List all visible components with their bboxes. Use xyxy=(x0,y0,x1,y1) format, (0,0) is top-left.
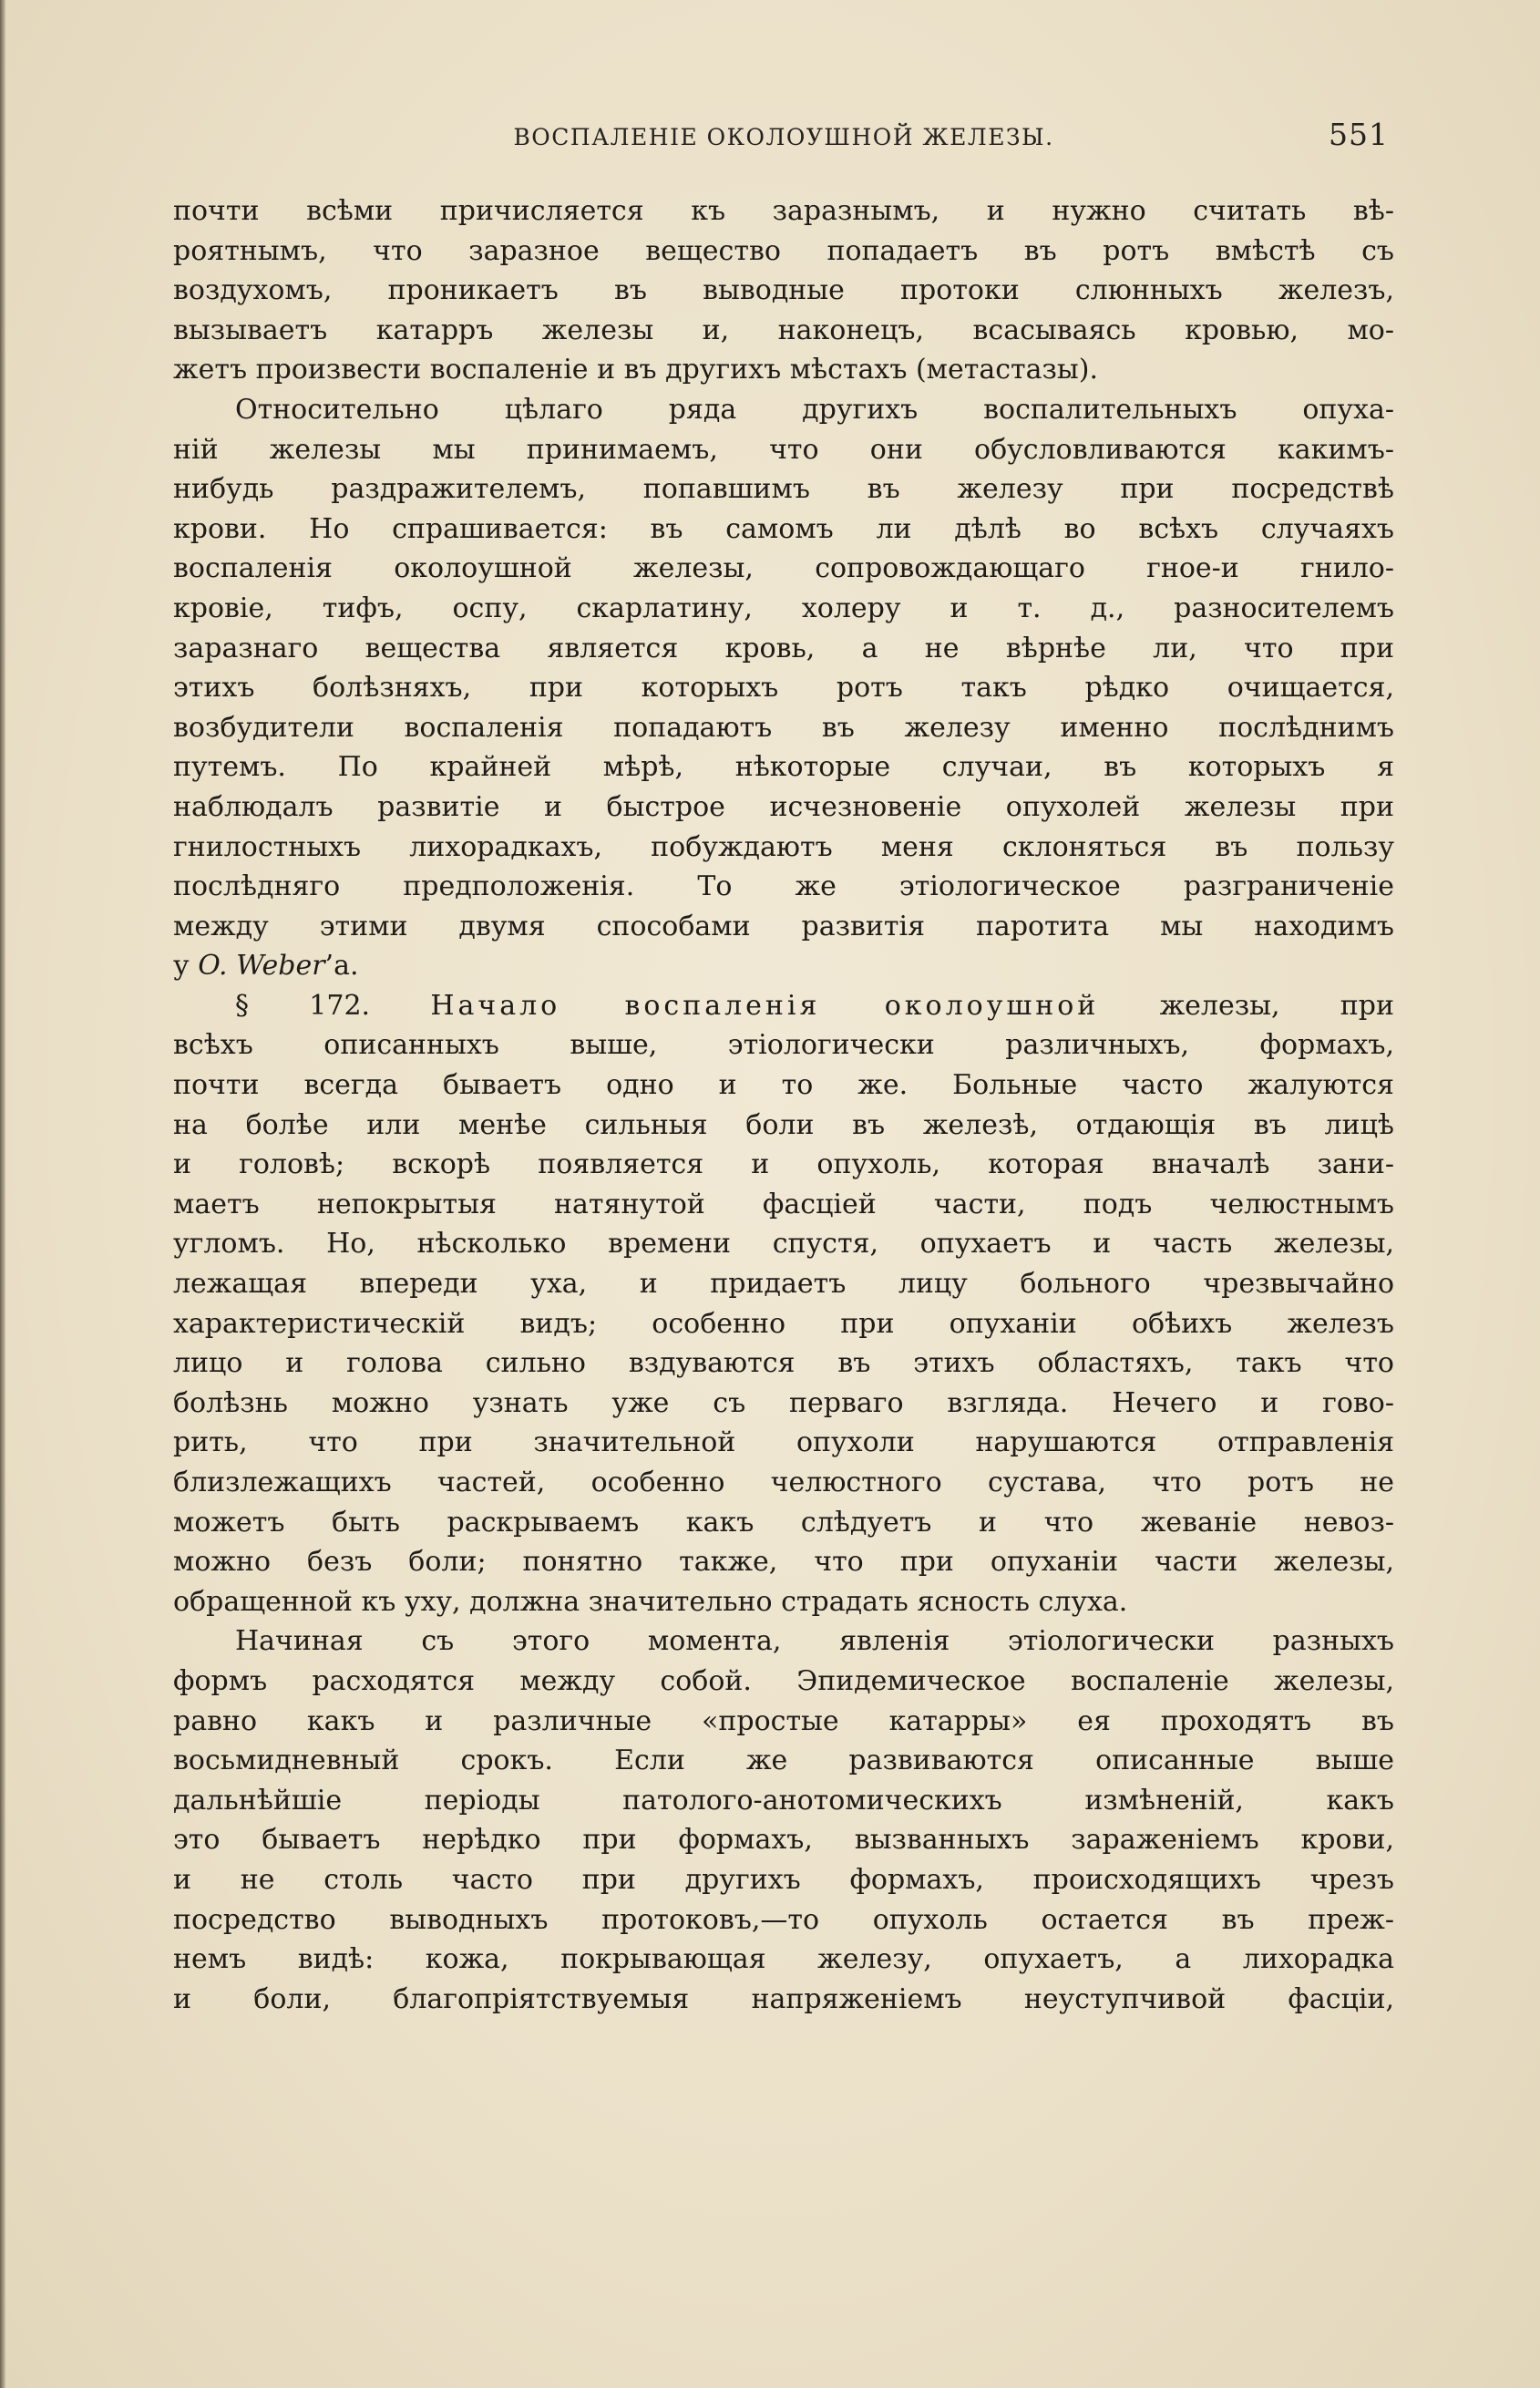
text-line: и не столь часто при другихъ формахъ, происходящихъ чрезъ xyxy=(173,1863,1394,1896)
text-line: заразнаго вещества является кровь, а не вѣрнѣе ли, что при xyxy=(173,632,1394,664)
page-number: 551 xyxy=(1329,117,1389,152)
page-edge-shadow xyxy=(0,0,5,2388)
text-line: наблюдалъ развитіе и быстрое исчезновеніе опухолей железы при xyxy=(173,790,1394,823)
text-line: болѣзнь можно узнать уже съ перваго взгляда. Нечего и гово- xyxy=(173,1386,1394,1419)
section-number: § 172. xyxy=(235,989,371,1022)
text-line: характеристическій видъ; особенно при опуханіи обѣихъ железъ xyxy=(173,1307,1394,1340)
text-line: нибудь раздражителемъ, попавшимъ въ железу при посредствѣ xyxy=(173,473,1394,506)
text-line: гнилостныхъ лихорадкахъ, побуждаютъ меня склоняться въ пользу xyxy=(173,830,1394,863)
text-line: формъ расходятся между собой. Эпидемическое воспаленіе железы, xyxy=(173,1664,1394,1697)
paragraph-2 xyxy=(173,390,1394,986)
text-line: обращенной къ уху, должна значительно страдать ясность слуха. xyxy=(173,1585,1128,1618)
text-fragment: железы, при xyxy=(1159,989,1394,1022)
text-line: почти всегда бываетъ одно и то же. Больные часто жалуются xyxy=(173,1069,1394,1102)
text-line: возбудители воспаленія попадаютъ въ железу именно послѣднимъ xyxy=(173,711,1394,744)
text-line: Начиная съ этого момента, явленія этіологически разныхъ xyxy=(235,1625,1394,1658)
paragraph-4 xyxy=(173,1621,1394,2019)
text-line: почти всѣми причисляется къ заразнымъ, и нужно считать вѣ- xyxy=(173,195,1394,227)
text-line: вызываетъ катарръ железы и, наконецъ, всасываясь кровью, мо- xyxy=(173,314,1394,346)
text-line: восьмидневный срокъ. Если же развиваются описанные выше xyxy=(173,1745,1394,1777)
text-line: дальнѣйшіе періоды патолого-анотомическихъ измѣненій, какъ xyxy=(173,1784,1394,1817)
text-line: можетъ быть раскрываемъ какъ слѣдуетъ и что жеваніе невоз- xyxy=(173,1506,1394,1539)
paragraph-3 xyxy=(173,986,1394,1622)
text-line: этихъ болѣзняхъ, при которыхъ ротъ такъ рѣдко очищается, xyxy=(173,672,1394,705)
text-line: путемъ. По крайней мѣрѣ, нѣкоторые случаи, въ которыхъ я xyxy=(173,751,1394,784)
text-line: на болѣе или менѣе сильныя боли въ железѣ, отдающія въ лицѣ xyxy=(173,1108,1394,1141)
text-line: ній железы мы принимаемъ, что они обусловливаются какимъ- xyxy=(173,433,1394,466)
text-line: кровіе, тифъ, оспу, скарлатину, холеру и т. д., разносителемъ xyxy=(173,592,1394,624)
text-line: немъ видѣ: кожа, покрывающая железу, опухаетъ, а лихорадка xyxy=(173,1943,1394,1976)
text-line: рить, что при значительной опухоли нарушаются отправленія xyxy=(173,1426,1394,1459)
text-line: воспаленія околоушной железы, сопровождающаго гное-и гнило- xyxy=(173,552,1394,585)
text-line: можно безъ боли; понятно также, что при опуханіи части железы, xyxy=(173,1546,1394,1579)
text-fragment: ’а. xyxy=(324,950,359,983)
text-line: между этими двумя способами развитія паротита мы находимъ xyxy=(173,910,1394,942)
text-line: равно какъ и различные «простые катарры» ея проходятъ въ xyxy=(173,1704,1394,1737)
text-line: лежащая впереди уха, и придаетъ лицу больного чрезвычайно xyxy=(173,1268,1394,1301)
text-line: лицо и голова сильно вздуваются въ этихъ областяхъ, такъ что xyxy=(173,1347,1394,1380)
body-text xyxy=(173,191,1394,2019)
page-header xyxy=(173,117,1394,162)
paragraph-1 xyxy=(173,191,1394,390)
text-line: и боли, благопріятствуемыя напряженіемъ неуступчивой фасціи, xyxy=(173,1982,1394,2015)
text-line: это бываетъ нерѣдко при формахъ, вызванныхъ зараженіемъ крови, xyxy=(173,1824,1394,1857)
text-line: крови. Но спрашивается: въ самомъ ли дѣлѣ во всѣхъ случаяхъ xyxy=(173,512,1394,545)
text-line: послѣдняго предположенія. То же этіологическое разграниченіе xyxy=(173,870,1394,903)
text-line: воздухомъ, проникаетъ въ выводные протоки слюнныхъ железъ, xyxy=(173,274,1394,307)
text-line: близлежащихъ частей, особенно челюстного сустава, что ротъ не xyxy=(173,1467,1394,1498)
text-line: Относительно цѣлаго ряда другихъ воспалительныхъ опуха- xyxy=(235,393,1394,426)
text-line: и головѣ; вскорѣ появляется и опухоль, которая вначалѣ зани- xyxy=(173,1148,1394,1181)
text-line: посредство выводныхъ протоковъ,—то опухоль остается въ преж- xyxy=(173,1903,1394,1936)
text-line: роятнымъ, что заразное вещество попадаетъ въ ротъ вмѣстѣ съ xyxy=(173,234,1394,267)
text-line-citation xyxy=(173,946,1394,986)
running-title: ВОСПАЛЕНІЕ ОКОЛОУШНОЙ ЖЕЛЕЗЫ. xyxy=(513,124,1054,150)
section-heading-line xyxy=(173,986,1394,1026)
text-line: жетъ произвести воспаленіе и въ другихъ мѣстахъ (метастазы). xyxy=(173,354,1099,386)
text-fragment: у xyxy=(173,950,199,983)
text-line: угломъ. Но, нѣсколько времени спустя, опухаетъ и часть железы, xyxy=(173,1228,1394,1261)
text-line: всѣхъ описанныхъ выше, этіологически различныхъ, формахъ, xyxy=(173,1029,1394,1062)
section-title: Начало воспаленія околоушной xyxy=(430,989,1100,1022)
author-name: O. Weber xyxy=(198,950,325,983)
text-line: маетъ непокрытыя натянутой фасціей части, подъ челюстнымъ xyxy=(173,1188,1394,1220)
